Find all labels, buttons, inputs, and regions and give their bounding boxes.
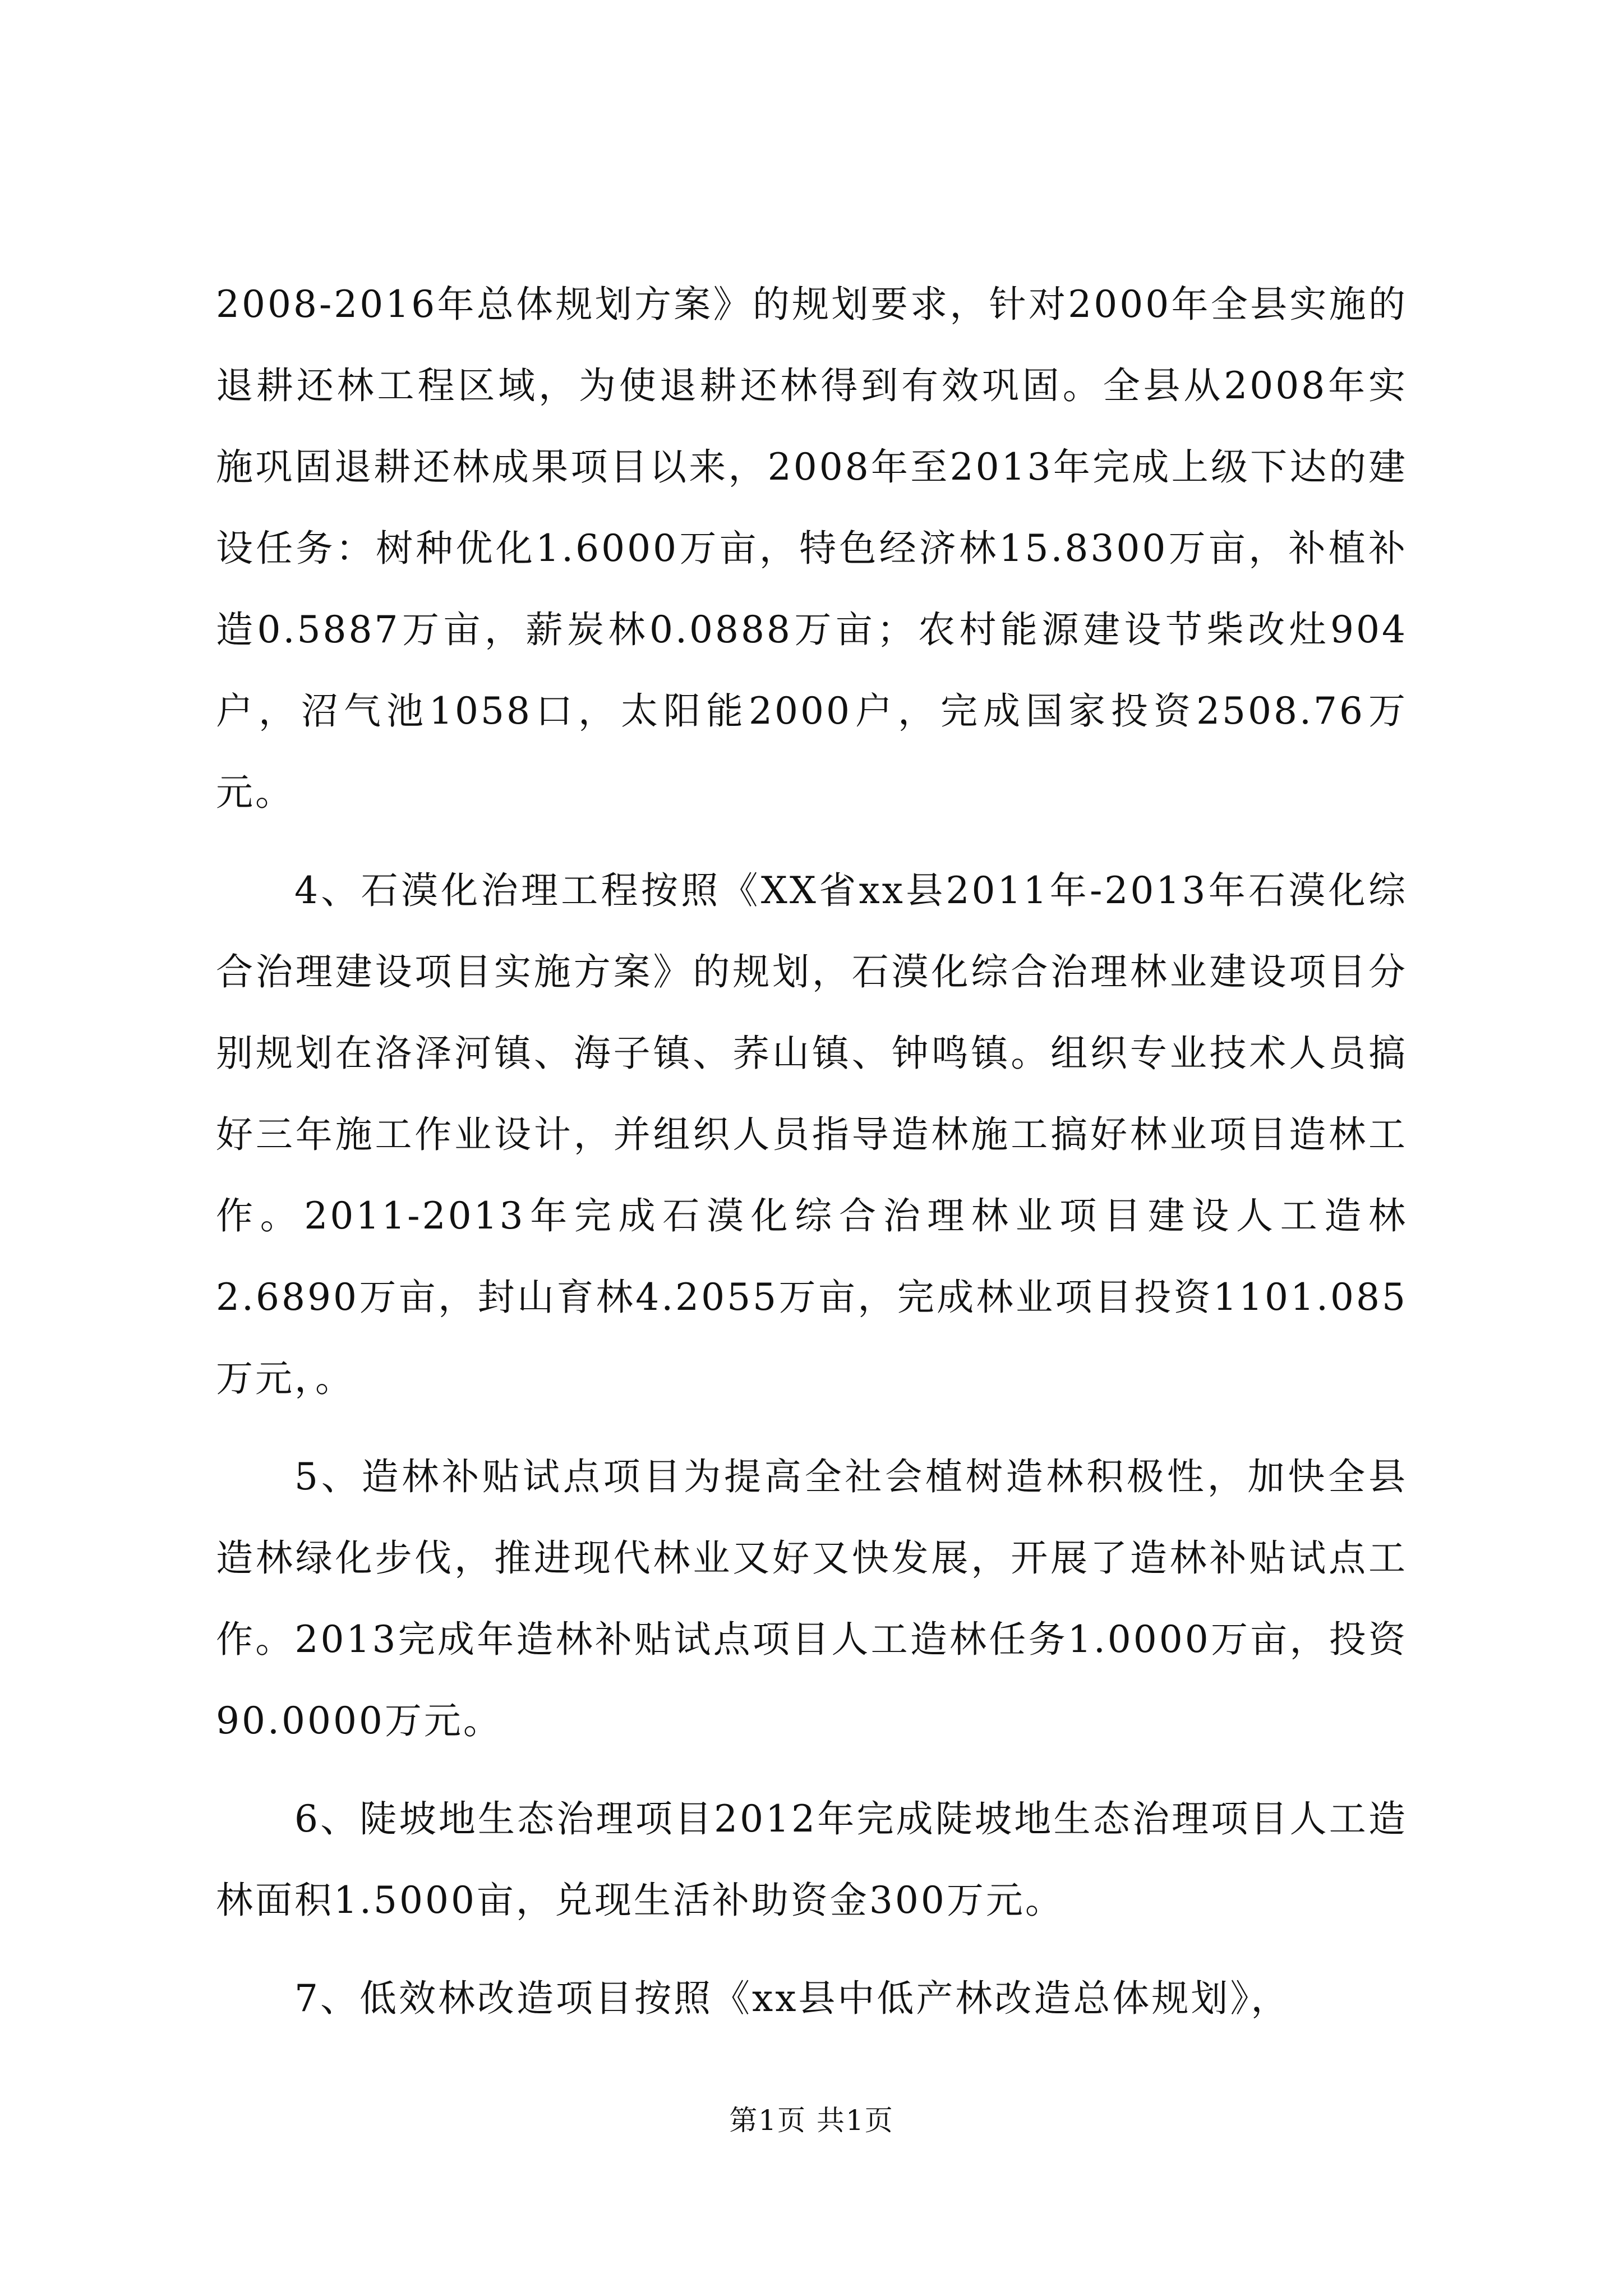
paragraph-item-5: 5、造林补贴试点项目为提高全社会植树造林积极性，加快全县造林绿化步伐，推进现代林业又好又快发展，开展了造林补贴试点工作。2013完成年造林补贴试点项目人工造林任务1.0000万亩，投资90.0000万元。: [216, 1455, 1408, 1742]
paragraph-continued: 2008-2016年总体规划方案》的规划要求，针对2000年全县实施的退耕还林工程区域，为使退耕还林得到有效巩固。全县从2008年实施巩固退耕还林成果项目以来，2008年至2013年完成上级下达的建设任务：树种优化1.6000万亩，特色经济林15.8300万亩，补植补造0.5887万亩，薪炭林0.0888万亩；农村能源建设节柴改灶904户，沼气池1058口，太阳能2000户，完成国家投资2508.76万元。: [216, 283, 1408, 814]
page-footer: [0, 2098, 1623, 2138]
page-number-label: 第1页 共1页: [729, 2104, 894, 2137]
document-body: [216, 264, 1408, 2056]
paragraph-item-4: 4、石漠化治理工程按照《XX省xx县2011年-2013年石漠化综合治理建设项目实施方案》的规划，石漠化综合治理林业建设项目分别规划在洛泽河镇、海子镇、荞山镇、钟鸣镇。组织专业技术人员搞好三年施工作业设计，并组织人员指导造林施工搞好林业项目造林工作。2011-2013年完成石漠化综合治理林业项目建设人工造林2.6890万亩，封山育林4.2055万亩，完成林业项目投资1101.085万元，。: [216, 869, 1408, 1400]
paragraph-item-6: 6、陡坡地生态治理项目2012年完成陡坡地生态治理项目人工造林面积1.5000亩，兑现生活补助资金300万元。: [216, 1797, 1408, 1922]
paragraph-item-7: 7、低效林改造项目按照《xx县中低产林改造总体规划》，: [294, 1977, 1290, 2020]
